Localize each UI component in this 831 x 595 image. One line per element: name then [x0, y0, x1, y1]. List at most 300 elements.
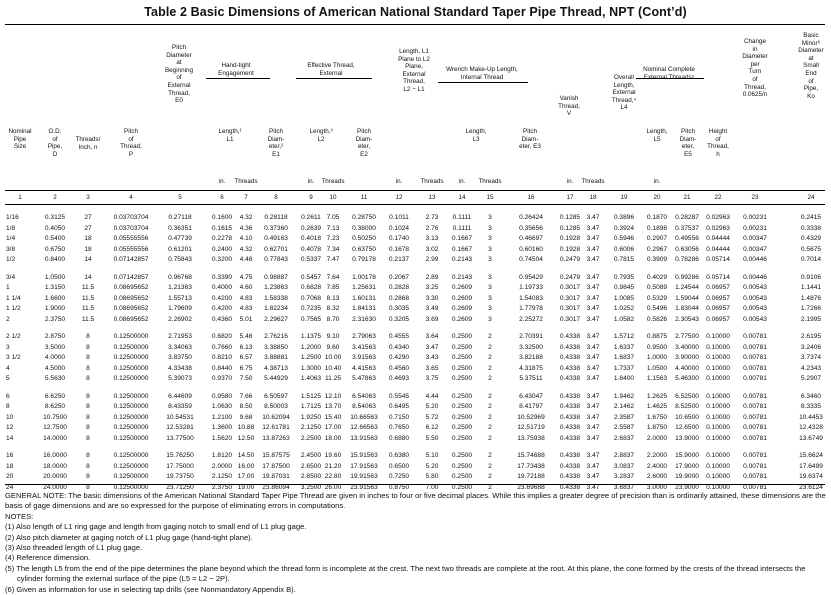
- note-1: (1) Also length of L1 ring gage and length from gaging notch to small end of L1 plug gage.: [5, 522, 307, 532]
- table-cell: 1.7337: [613, 364, 635, 372]
- table-cell: 0.5457: [300, 273, 322, 281]
- table-cell: 0.4338: [559, 483, 581, 491]
- column-number: 6: [220, 194, 224, 201]
- table-cell: 0.07142857: [113, 256, 149, 264]
- table-cell: 4.32: [239, 245, 253, 253]
- table-cell: 2.76216: [264, 333, 288, 340]
- table-cell: 0.10000: [706, 375, 730, 383]
- table-cell: 3.47: [586, 483, 600, 491]
- table-cell: 6.44609: [168, 392, 192, 400]
- table-cell: 2: [488, 483, 492, 491]
- table-cell: 0.10000: [706, 333, 730, 340]
- table-cell: 10.4453: [799, 413, 823, 421]
- table-cell: 5.01: [239, 315, 253, 323]
- table-cell: 0.00781: [743, 364, 767, 372]
- table-cell: 0.7815: [613, 256, 635, 264]
- table-cell: 11.5: [81, 294, 95, 302]
- table-cell: 0.00543: [743, 305, 767, 313]
- table-cell: 8: [86, 424, 90, 432]
- table-cell: 16.0000: [43, 452, 67, 459]
- column-number: 3: [86, 194, 90, 201]
- table-cell: 0.08695652: [113, 284, 149, 292]
- table-cell: 8.50: [239, 403, 253, 411]
- table-cell: 2.26902: [168, 315, 192, 323]
- table-cell: 0.7650: [388, 424, 410, 432]
- table-cell: 7.05: [326, 214, 340, 221]
- table-cell: 2.0000: [646, 434, 668, 442]
- table-cell: 0.4078: [300, 245, 322, 253]
- nominal-size-cell: 14: [6, 434, 14, 442]
- table-cell: 23.9000: [675, 483, 699, 491]
- column-number: 13: [428, 194, 436, 201]
- table-cell: 13.77500: [166, 434, 194, 442]
- table-cell: 15.76250: [166, 452, 194, 459]
- table-cell: 19.6374: [799, 473, 823, 481]
- table-cell: 8: [86, 434, 90, 442]
- table-cell: 2.5587: [613, 424, 635, 432]
- table-cell: 1.6600: [44, 294, 66, 302]
- table-cell: 2.8837: [613, 452, 635, 459]
- table-cell: 0.2500: [451, 473, 473, 481]
- table-cell: 3.47: [586, 452, 600, 459]
- table-cell: 27: [84, 214, 92, 221]
- table-cell: 0.2828: [388, 284, 410, 292]
- table-cell: 0.6500: [388, 462, 410, 470]
- column-number: 14: [458, 194, 466, 201]
- column-number: 10: [329, 194, 337, 201]
- table-cell: 1.0085: [613, 294, 635, 302]
- table-cell: 7.50: [239, 375, 253, 383]
- table-cell: 0.26424: [519, 214, 543, 221]
- table-cell: 9.60: [326, 343, 340, 351]
- header-nomcomp: Nominal Complete External Threads⁵: [643, 66, 695, 81]
- table-cell: 2: [488, 413, 492, 421]
- table-cell: 1.5712: [613, 333, 635, 340]
- table-cell: 1.6750: [646, 413, 668, 421]
- table-cell: 2.99: [425, 256, 439, 264]
- table-cell: 0.3200: [211, 256, 233, 264]
- table-cell: 2.30543: [675, 315, 699, 323]
- note-6: (6) Given as information for use in selecting tap drills (see Nonmandatory Appendix B).: [5, 584, 296, 594]
- table-cell: 1.0000: [646, 354, 668, 362]
- table-cell: 2.77500: [675, 333, 699, 340]
- table-cell: 0.2500: [451, 434, 473, 442]
- table-cell: 0.1285: [559, 214, 581, 221]
- table-cell: 4.44: [425, 392, 439, 400]
- nominal-size-cell: 3: [6, 343, 10, 351]
- table-cell: 3.40000: [675, 343, 699, 351]
- table-cell: 0.10000: [706, 364, 730, 372]
- table-cell: 0.4338: [559, 375, 581, 383]
- table-cell: 3: [488, 256, 492, 264]
- table-cell: 0.2500: [451, 452, 473, 459]
- notes-block: [5, 491, 827, 595]
- table-cell: 3.47: [586, 315, 600, 323]
- table-cell: 0.3205: [388, 315, 410, 323]
- table-cell: 0.10000: [706, 434, 730, 442]
- table-cell: 0.2500: [451, 364, 473, 372]
- table-cell: 12.10: [324, 392, 342, 400]
- table-cell: 0.00781: [743, 483, 767, 491]
- table-cell: 0.2611: [301, 214, 321, 221]
- table-cell: 13.70: [324, 403, 342, 411]
- table-cell: 0.05714: [706, 256, 730, 264]
- header-pitchdia: Pitch Diameter at Beginning of External Thread, E0: [164, 44, 193, 105]
- table-cell: 0.05555556: [113, 235, 149, 243]
- table-cell: 0.28118: [264, 214, 288, 221]
- table-cell: 8.50003: [264, 403, 288, 411]
- table-cell: 3.38850: [264, 343, 288, 351]
- table-cell: 0.06957: [706, 305, 730, 313]
- table-cell: 0.12500000: [113, 473, 149, 481]
- table-cell: 3.49: [425, 305, 439, 313]
- table-cell: 5.2907: [800, 375, 822, 383]
- table-cell: 0.7235: [300, 305, 322, 313]
- table-cell: 0.2868: [388, 294, 410, 302]
- notes-heading: NOTES:: [5, 511, 34, 521]
- table-cell: 0.2500: [451, 413, 473, 421]
- table-cell: 0.4338: [559, 434, 581, 442]
- table-cell: 3: [488, 245, 492, 253]
- table-cell: 0.1928: [559, 245, 581, 253]
- table-cell: 3.2500: [300, 483, 322, 491]
- table-cell: 0.00781: [743, 462, 767, 470]
- table-cell: 3: [488, 284, 492, 292]
- table-cell: 0.00781: [743, 473, 767, 481]
- table-cell: 0.00543: [743, 294, 767, 302]
- table-cell: 23.71250: [166, 483, 194, 491]
- table-cell: 13.9000: [675, 434, 699, 442]
- nominal-size-cell: 1/16: [6, 214, 19, 221]
- table-cell: 0.6750: [44, 245, 66, 253]
- table-cell: 1.2500: [300, 354, 322, 362]
- table-cell: 0.8750: [388, 483, 410, 491]
- table-cell: 6.43047: [519, 392, 543, 400]
- table-cell: 3.47: [586, 343, 600, 351]
- table-cell: 0.00781: [743, 424, 767, 432]
- table-cell: 0.1615: [211, 224, 233, 232]
- table-cell: 2: [488, 403, 492, 411]
- table-cell: 23.91563: [350, 483, 378, 491]
- table-cell: 2: [488, 392, 492, 400]
- nominal-size-cell: 20: [6, 473, 14, 481]
- table-cell: 0.35656: [519, 224, 543, 232]
- table-cell: 0.1898: [646, 224, 668, 232]
- table-cell: 6.57: [239, 354, 253, 362]
- table-cell: 1.00178: [352, 273, 376, 281]
- table-cell: 10.62094: [262, 413, 290, 421]
- group-heading-rule: [206, 78, 270, 79]
- column-number: 1: [18, 194, 22, 201]
- table-cell: 7.64: [326, 273, 340, 281]
- table-cell: 8.3335: [800, 403, 822, 411]
- table-cell: 1.1441: [800, 284, 822, 292]
- table-cell: 3.83750: [168, 354, 192, 362]
- table-cell: 11.5: [81, 284, 95, 292]
- table-cell: 2.1462: [613, 403, 635, 411]
- table-cell: 4.5000: [44, 364, 66, 372]
- table-cell: 4.40000: [675, 364, 699, 372]
- column-number: 18: [589, 194, 597, 201]
- table-cell: 0.2479: [559, 273, 581, 281]
- column-number: 5: [178, 194, 182, 201]
- table-cell: 7.00: [425, 483, 439, 491]
- table-cell: 18: [84, 245, 92, 253]
- table-cell: 10.88: [237, 424, 255, 432]
- column-number: 15: [486, 194, 494, 201]
- table-cell: 6.52500: [675, 392, 699, 400]
- table-cell: 1.23863: [264, 284, 288, 292]
- table-cell: 14: [84, 273, 92, 281]
- column-number: 16: [527, 194, 535, 201]
- table-cell: 8: [86, 364, 90, 372]
- nominal-size-cell: 12: [6, 424, 14, 432]
- table-cell: 16.00: [237, 462, 255, 470]
- table-cell: 0.4338: [559, 392, 581, 400]
- table-cell: 0.4050: [44, 224, 66, 232]
- table-cell: 18.00: [324, 434, 342, 442]
- table-cell: 0.2500: [451, 424, 473, 432]
- table-cell: 0.37360: [264, 224, 288, 232]
- table-cell: 3.91563: [352, 354, 376, 362]
- table-cell: 0.46697: [519, 235, 543, 243]
- table-cell: 0.98887: [264, 273, 288, 281]
- nominal-size-cell: 2 1/2: [6, 333, 21, 340]
- header-bottom-rule: [5, 190, 825, 191]
- table-cell: 0.10000: [706, 413, 730, 421]
- table-cell: 2.6195: [800, 333, 822, 340]
- table-cell: 0.4338: [559, 364, 581, 372]
- table-cell: 2.8750: [44, 333, 66, 340]
- table-cell: 0.8440: [211, 364, 233, 372]
- table-cell: 0.2143: [451, 273, 473, 281]
- table-cell: 24.0000: [43, 483, 67, 491]
- table-cell: 0.75843: [168, 256, 192, 264]
- table-cell: 0.2639: [300, 224, 322, 232]
- table-cell: 2: [488, 354, 492, 362]
- table-cell: 0.9106: [800, 273, 822, 281]
- header-minor: Basic Minor⁶ Diameter at Small End of Pipe, Ko: [798, 32, 824, 100]
- table-cell: 1.8750: [646, 424, 668, 432]
- table-cell: 10.40: [324, 364, 342, 372]
- table-cell: 8.54063: [352, 403, 376, 411]
- table-cell: 3.32500: [519, 343, 543, 351]
- table-cell: 0.00781: [743, 452, 767, 459]
- table-cell: 2.3750: [44, 315, 66, 323]
- table-cell: 0.1740: [388, 235, 410, 243]
- table-cell: 0.7660: [211, 343, 233, 351]
- table-cell: 0.3896: [613, 214, 635, 221]
- table-cell: 2.71953: [168, 333, 192, 340]
- table-cell: 13.91563: [350, 434, 378, 442]
- table-cell: 2.1250: [211, 473, 233, 481]
- column-number-rule: [5, 204, 825, 205]
- table-cell: 0.3909: [646, 256, 668, 264]
- table-cell: 0.08695652: [113, 294, 149, 302]
- note-4: (4) Reference dimension.: [5, 553, 91, 563]
- table-cell: 4.75: [239, 273, 253, 281]
- table-cell: 0.9500: [646, 343, 668, 351]
- nominal-size-cell: 24: [6, 483, 14, 491]
- table-cell: 4.36: [239, 224, 253, 232]
- table-cell: 0.78286: [675, 256, 699, 264]
- table-cell: 0.5675: [800, 245, 822, 253]
- column-number: 17: [566, 194, 574, 201]
- table-cell: 0.05555556: [113, 245, 149, 253]
- column-number: 23: [751, 194, 759, 201]
- table-cell: 0.28287: [675, 214, 699, 221]
- table-cell: 0.6495: [388, 403, 410, 411]
- header-eff_pd: Pitch Diam- eter, E2: [355, 128, 373, 158]
- column-number: 24: [807, 194, 815, 201]
- table-cell: 0.3035: [388, 305, 410, 313]
- table-cell: 17.6499: [799, 462, 823, 470]
- table-cell: 8: [86, 403, 90, 411]
- table-cell: 0.4560: [388, 364, 410, 372]
- table-cell: 0.5946: [613, 235, 635, 243]
- table-cell: 3: [488, 273, 492, 281]
- table-cell: 3.47: [586, 413, 600, 421]
- table-cell: 3.34063: [168, 343, 192, 351]
- header-eff_len: Length,³ L2: [309, 128, 333, 143]
- table-cell: 0.4340: [388, 343, 410, 351]
- table-cell: 2.89: [425, 273, 439, 281]
- table-cell: 0.12500000: [113, 483, 149, 491]
- table-cell: 6.13: [239, 343, 253, 351]
- table-cell: 4.31875: [519, 364, 543, 372]
- nominal-size-cell: 3/4: [6, 273, 16, 281]
- table-cell: 8: [86, 333, 90, 340]
- table-cell: 19.73750: [166, 473, 194, 481]
- group-heading-rule: [636, 78, 704, 79]
- header-change: Change in Diameter per Turn of Thread, 0.0625/n: [742, 38, 768, 99]
- column-number: 20: [653, 194, 661, 201]
- table-cell: 0.2067: [388, 273, 410, 281]
- table-cell: 4.83: [239, 294, 253, 302]
- table-cell: 0.04444: [706, 235, 730, 243]
- table-cell: 0.49163: [264, 235, 288, 243]
- table-cell: 1.4625: [646, 403, 668, 411]
- table-cell: 8.6250: [44, 403, 66, 411]
- table-cell: 3.47: [586, 462, 600, 470]
- table-cell: 1.1563: [646, 375, 668, 383]
- table-cell: 0.2967: [646, 245, 668, 253]
- table-cell: 10.00: [324, 354, 342, 362]
- table-cell: 0.06957: [706, 284, 730, 292]
- table-cell: 0.3017: [559, 284, 581, 292]
- table-cell: 0.2137: [388, 256, 410, 264]
- table-cell: 2: [488, 452, 492, 459]
- table-cell: 2: [488, 473, 492, 481]
- table-cell: 17.9000: [675, 462, 699, 470]
- table-cell: 6.3460: [800, 392, 822, 400]
- table-cell: 2.6837: [613, 434, 635, 442]
- table-cell: 1.58338: [264, 294, 288, 302]
- table-cell: 4.2343: [800, 364, 822, 372]
- group-heading-rule: [438, 82, 528, 83]
- table-cell: 3.0837: [613, 462, 635, 470]
- table-cell: 3.47: [586, 284, 600, 292]
- table-cell: 0.08695652: [113, 315, 149, 323]
- table-cell: 8: [86, 343, 90, 351]
- table-cell: 2.0000: [211, 462, 233, 470]
- table-cell: 2.2500: [300, 434, 322, 442]
- table-cell: 13.75938: [517, 434, 545, 442]
- table-cell: 22.80: [324, 473, 342, 481]
- table-cell: 18.0000: [43, 462, 67, 470]
- nominal-size-cell: 16: [6, 452, 14, 459]
- table-cell: 0.2500: [451, 343, 473, 351]
- table-cell: 3.2837: [613, 473, 635, 481]
- table-cell: 8: [86, 413, 90, 421]
- header-nc_len: Length, L5: [646, 128, 668, 143]
- table-cell: 10.7500: [43, 413, 67, 421]
- subhead-in: in.: [307, 178, 315, 185]
- table-cell: 0.96768: [168, 273, 192, 281]
- table-cell: 0.27118: [168, 214, 192, 221]
- table-cell: 3.47: [586, 473, 600, 481]
- table-cell: 5.47863: [352, 375, 376, 383]
- table-cell: 0.12500000: [113, 462, 149, 470]
- table-cell: 1.3000: [300, 364, 322, 372]
- note-2: (2) Also pitch diameter at gaging notch of L1 plug gage (hand-tight plane).: [5, 532, 253, 542]
- table-cell: 0.00347: [743, 245, 767, 253]
- table-cell: 3: [488, 214, 492, 221]
- table-cell: 1.0630: [211, 403, 233, 411]
- column-number: 22: [714, 194, 722, 201]
- table-cell: 0.10000: [706, 424, 730, 432]
- table-cell: 1.19733: [519, 284, 543, 292]
- table-cell: 0.4329: [800, 235, 822, 243]
- table-cell: 0.4338: [559, 343, 581, 351]
- table-cell: 7.85: [326, 284, 340, 292]
- table-cell: 0.1111: [452, 214, 472, 221]
- table-cell: 0.7014: [800, 256, 822, 264]
- table-cell: 3.47: [425, 343, 439, 351]
- table-cell: 0.2500: [451, 462, 473, 470]
- table-cell: 19.00: [237, 483, 255, 491]
- table-cell: 0.3338: [800, 224, 822, 232]
- table-cell: 8.70: [326, 315, 340, 323]
- table-cell: 4.10: [239, 235, 253, 243]
- table-cell: 13.87263: [262, 434, 290, 442]
- table-cell: 1.79609: [168, 305, 192, 313]
- table-cell: 0.12500000: [113, 354, 149, 362]
- table-cell: 0.5545: [388, 392, 410, 400]
- table-cell: 0.02963: [706, 224, 730, 232]
- table-cell: 0.2907: [646, 235, 668, 243]
- header-od: O.D. of Pipe, D: [47, 128, 63, 158]
- table-cell: 3.47: [586, 434, 600, 442]
- nominal-size-cell: 1/4: [6, 235, 16, 243]
- header-overall: Overall Length, External Thread,⁴ L4: [611, 74, 637, 112]
- table-cell: 12.61781: [262, 424, 290, 432]
- table-cell: 2.1995: [800, 315, 822, 323]
- column-number: 11: [360, 194, 368, 201]
- table-cell: 3.02: [425, 245, 439, 253]
- nominal-size-cell: 1/2: [6, 256, 16, 264]
- table-cell: 3.47: [586, 333, 600, 340]
- table-cell: 3.47: [586, 256, 600, 264]
- subhead-threads: Threads: [478, 178, 502, 185]
- table-cell: 4.41563: [352, 364, 376, 372]
- table-cell: 1.2625: [646, 392, 668, 400]
- subhead-in: in.: [458, 178, 466, 185]
- table-cell: 4.48: [239, 256, 253, 264]
- table-cell: 14: [84, 256, 92, 264]
- table-cell: 1.6837: [613, 354, 635, 362]
- table-cell: 5.10: [425, 452, 439, 459]
